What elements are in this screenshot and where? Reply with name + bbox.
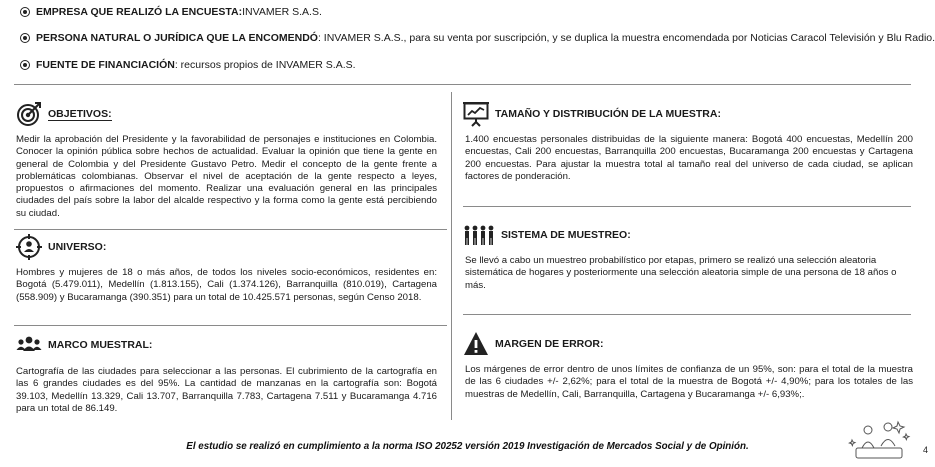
bullet-icon: [20, 60, 30, 70]
bullet-icon: [20, 33, 30, 43]
section-heading: OBJETIVOS:: [48, 107, 112, 120]
section-heading: UNIVERSO:: [48, 241, 107, 253]
header-value: : recursos propios de INVAMER S.A.S.: [174, 59, 356, 71]
tamano-text: 1.400 encuestas personales distribuidas de la siguiente manera: Bogotá 400 encuestas, Medellín 200 encuestas, Cali 200 encuestas, Barranquilla 200 encuestas, Bucaramanga 200 encuestas y Cartagena 200 encuestas. Para ajustar la muestra total al tamaño real del universo de cada ciudad, se aplican factores de ponderación.: [465, 134, 913, 182]
section-title-objetivos: [16, 101, 112, 127]
header-value: : INVAMER S.A.S., para su venta por suscripción, y se duplica la muestra encomendada por Noticias Caracol Televisión y Blu Radio.: [317, 32, 935, 44]
section-title-margen: [463, 331, 604, 357]
footer-note: El estudio se realizó en cumplimiento a la norma ISO 20252 versión 2019 Investigación de Mercados Social y de Opinión.: [186, 441, 749, 452]
target-icon: [16, 101, 42, 127]
header-item-financiacion: [20, 59, 356, 71]
margen-text: Los márgenes de error dentro de unos límites de confianza de un 95%, son: para el total de la muestra de las 6 ciudades +/- 2,62%; para el total de la muestra de Bogotá +/- 4,90%; para los totales de las muestras de Medellín, Cali, Barranquilla, Cartagena y Bucaramanga +/- 6,93%;.: [465, 364, 913, 400]
sistema-text: Se llevó a cabo un muestreo probabilístico por etapas, primero se realizó una selección aleatoria sistemática de hogares y posteriormente una selección aleatoria simple de una persona de 18 años o más.: [465, 255, 897, 291]
section-heading: MARGEN DE ERROR:: [495, 338, 604, 350]
section-title-marco: [16, 332, 152, 358]
presentation-board-icon: [463, 101, 489, 127]
people-row-icon: [463, 222, 495, 248]
universo-text: Hombres y mujeres de 18 o más años, de todos los niveles socio-económicos, residentes en: Bogotá (5.479.011), Medellín (1.813.155), Cali (1.374.126), Barranquilla (810.019), Cartagena (558.909) y Bucaramanga (390.351) para un total de 10.425.571 personas, según Censo 2018.: [16, 267, 437, 303]
column-divider: [451, 92, 452, 420]
section-heading: TAMAÑO Y DISTRIBUCIÓN DE LA MUESTRA:: [495, 108, 721, 120]
divider: [463, 206, 911, 207]
header-label: PERSONA NATURAL O JURÍDICA QUE LA ENCOMENDÓ: [36, 32, 318, 44]
section-heading: MARCO MUESTRAL:: [48, 339, 153, 351]
header-label: EMPRESA QUE REALIZÓ LA ENCUESTA:: [36, 6, 243, 18]
divider: [14, 325, 447, 326]
people-group-icon: [16, 332, 42, 358]
bullet-icon: [20, 7, 30, 17]
header-value: INVAMER S.A.S.: [242, 6, 322, 18]
section-title-sistema: [463, 222, 631, 248]
section-title-universo: [16, 234, 106, 260]
header-item-empresa: [20, 6, 322, 18]
page-number: 4: [923, 445, 929, 455]
divider: [14, 229, 447, 230]
header-label: FUENTE DE FINANCIACIÓN: [36, 59, 175, 71]
header-item-encomendo: [20, 32, 935, 44]
warning-icon: [463, 331, 489, 357]
decorative-doodle-icon: [848, 418, 918, 467]
divider: [463, 314, 911, 315]
section-title-tamano: [463, 101, 721, 127]
person-target-icon: [16, 234, 42, 260]
section-heading: SISTEMA DE MUESTREO:: [501, 229, 631, 241]
top-divider: [14, 84, 911, 85]
marco-text: Cartografía de las ciudades para seleccionar a las personas. El cubrimiento de la cartografía en las 6 grandes ciudades es del 95%. La cantidad de manzanas en la cartografía son: Bogotá 39.103, Medellín 13.329, Cali 13.707, Barranquilla 7.783, Cartagena 7.511 y Bucaramanga 4.716 para un total de 86.149.: [16, 366, 437, 414]
objetivos-text: Medir la aprobación del Presidente y la favorabilidad de personajes e instituciones en Colombia. Conocer la opinión pública sobre hechos de actualidad. Evaluar la opinión que tiene la gente en general de Colombia y del Presidente Gustavo Petro. Medir el concepto de la gente frente a problemáticas colombianas. Observar el nivel de aceptación de la gente respecto a leyes, propuestos o afirmaciones del momento. Realizar una evaluación general en las principales ciudades del país sobre la labor del alcalde respectivo y la forma como la gente está percibiendo su ciudad.: [16, 134, 437, 219]
